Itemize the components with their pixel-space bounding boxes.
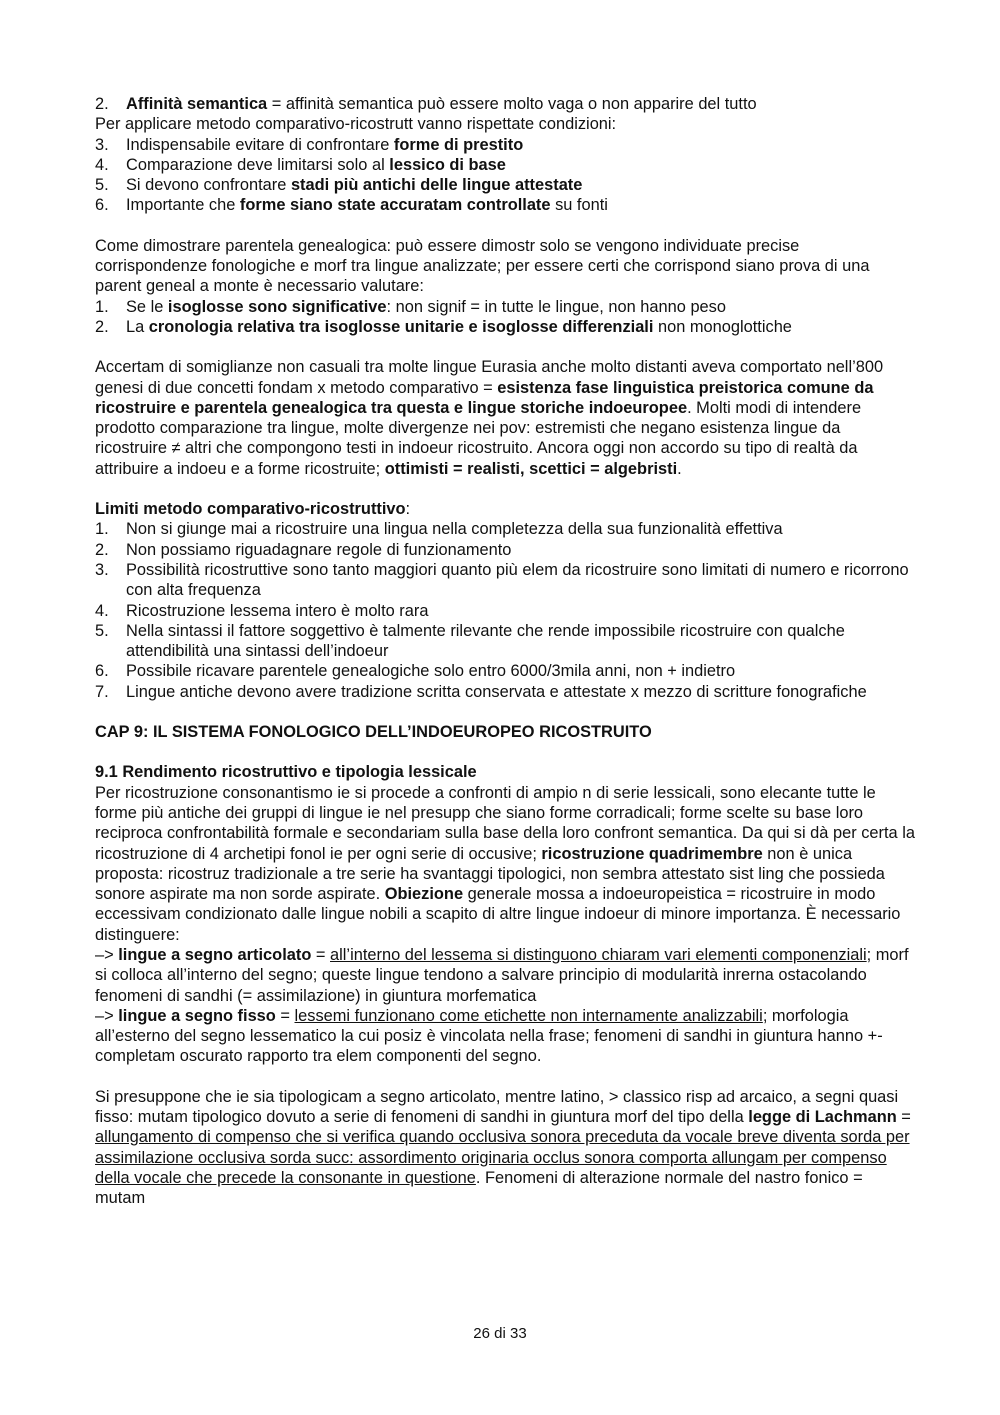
bold-text: Affinità semantica bbox=[126, 95, 268, 113]
list-text bbox=[126, 661, 915, 681]
conditions-list bbox=[95, 135, 915, 216]
text-run: Come dimostrare parentela genealogica: può essere dimostr solo se vengono individuate precise corrispondenze fonologiche e morf tra lingue analizzate; per essere certi che corrispond siano prova di una parent geneal a monte è necessario valutare: bbox=[95, 236, 870, 296]
bold-text: Limiti metodo comparativo-ricostruttivo bbox=[95, 500, 406, 519]
text-run: Per ricostruzione consonantismo ie si procede a confronti di ampio n di serie lessicali, sono elecante tutte le forme più antiche dei gruppi di lingue ie nel presupp che siano forme corradicali; forme scelte su base loro reciproca confrontabilità formale e secondariam sulla base della loro confront semantica. Da qui si dà per certa la ricostruzione di 4 archetipi fonol ie per ogni serie di occusive; bbox=[95, 783, 915, 863]
list-text bbox=[126, 560, 915, 601]
underlined-text: all’interno del lessema si distinguono chiaram vari elementi componenziali bbox=[330, 945, 867, 964]
text-run: –> bbox=[95, 945, 119, 964]
bold-text: esistenza fase linguistica preistorica comune da ricostruire e parentela genealogica tra questa e lingue storiche indoeuropee bbox=[95, 378, 874, 417]
text-run: Si presuppone che ie sia tipologicam a segno articolato, mentre latino, > classico risp ad arcaico, a segni quasi fisso: mutam tipologico dovuto a serie di fenomeni di sandhi in giuntura morf del tipo della bbox=[95, 1087, 899, 1127]
text-run: Comparazione deve limitarsi solo al bbox=[126, 155, 390, 174]
text-run: Non si giunge mai a ricostruire una lingua nella completezza della sua funzionalità effettiva bbox=[126, 520, 783, 539]
text-run: . Fenomeni di alterazione normale del nastro fonico = mutam bbox=[95, 1168, 863, 1208]
bold-text: lingue a segno articolato bbox=[118, 945, 312, 964]
text-run: Ricostruzione lessema intero è molto rara bbox=[126, 601, 429, 620]
text-run: ; morfologia all’esterno del segno lessematico la cui posiz è vincolata nella frase; fenomeni di sandhi in giuntura hanno +- completam oscurato rapporto tra elem componenti del segno. bbox=[95, 1006, 883, 1066]
text-run: generale mossa a indoeuropeistica = ricostruire in modo eccessivam condizionato dalle lingue nobili a scapito di altre lingue indoeur di minore importanza. È necessario distinguere: bbox=[95, 885, 901, 944]
paragraph bbox=[95, 114, 915, 134]
list-text bbox=[126, 601, 915, 621]
list-item bbox=[95, 94, 915, 114]
list-number: 7. bbox=[95, 682, 109, 701]
bold-text: ottimisti = realisti, scettici = algebristi bbox=[384, 459, 678, 478]
text-run: Possibile ricavare parentele genealogiche solo entro 6000/3mila anni, non + indietro bbox=[126, 662, 736, 681]
list-item bbox=[95, 601, 915, 621]
list-item bbox=[95, 317, 915, 337]
list-number: 6. bbox=[95, 662, 109, 681]
list-text bbox=[126, 175, 915, 195]
text-run: Per applicare metodo comparativo-ricostrutt vanno rispettate condizioni: bbox=[95, 115, 617, 134]
section-title bbox=[95, 499, 915, 519]
text-run: Accertam di somiglianze non casuali tra molte lingue Eurasia anche molto distanti aveva comportato nell’800 genesi di due concetti fondam x metodo comparativo = bbox=[95, 358, 884, 397]
list-item bbox=[95, 540, 915, 560]
list-item bbox=[95, 560, 915, 601]
text-run: . Molti modi di intendere prodotto comparazione tra lingue, molte divergenze nei pov: estremisti che negano esistenza lingue da ricostruire ≠ altri che compongono testi in indoeur ricostruito. Ancora oggi non accordo su tipo di realtà da attribuire a indoeu e a forme ricostruite; bbox=[95, 398, 862, 478]
list-item bbox=[95, 621, 915, 662]
bold-text: Obiezione bbox=[384, 885, 464, 904]
list-number: 4. bbox=[95, 601, 109, 620]
list-item bbox=[95, 135, 915, 155]
bold-text: forme siano state accuratam controllate bbox=[239, 196, 551, 215]
text-run: Lingue antiche devono avere tradizione scritta conservata e attestate x mezzo di scritture fonografiche bbox=[126, 682, 867, 701]
list-number: 2. bbox=[95, 95, 109, 113]
list-item bbox=[95, 682, 915, 702]
text-run: : non signif = in tutte le lingue, non hanno peso bbox=[386, 297, 726, 316]
bold-text: ricostruzione quadrimembre bbox=[541, 844, 763, 863]
list-number: 2. bbox=[95, 540, 109, 559]
text-run: –> bbox=[95, 1006, 119, 1025]
text-run: : bbox=[405, 500, 411, 519]
text-run: su fonti bbox=[550, 196, 608, 215]
list-number: 3. bbox=[95, 560, 109, 579]
bold-text: lingue a segno fisso bbox=[118, 1006, 276, 1025]
list-number: 5. bbox=[95, 621, 109, 640]
list-text bbox=[126, 94, 915, 114]
list-text bbox=[126, 621, 915, 662]
list-text bbox=[126, 135, 915, 155]
list-text bbox=[126, 297, 915, 317]
text-run: Nella sintassi il fattore soggettivo è talmente rilevante che rende impossibile ricostruire con qualche attendibilità una sintassi dell’indoeur bbox=[126, 621, 845, 661]
list-number: 1. bbox=[95, 297, 109, 316]
bold-text: stadi più antichi delle lingue attestate bbox=[290, 176, 583, 195]
paragraph bbox=[95, 1087, 915, 1209]
underlined-text: lessemi funzionano come etichette non internamente analizzabili bbox=[294, 1006, 763, 1025]
bold-text: legge di Lachmann bbox=[748, 1108, 897, 1127]
paragraph bbox=[95, 236, 915, 297]
text-run: non è unica proposta: ricostruz tradizionale a tre serie ha svantaggi tipologici, non sembra attestato sist ling che possieda sonore aspirate ma non sorde aspirate. bbox=[95, 844, 885, 904]
list-number: 4. bbox=[95, 155, 109, 174]
limits-list bbox=[95, 519, 915, 702]
list-number: 1. bbox=[95, 520, 109, 539]
paragraph bbox=[95, 1006, 915, 1067]
text-run: Indispensabile evitare di confrontare bbox=[126, 135, 394, 154]
list-item bbox=[95, 175, 915, 195]
list-number: 3. bbox=[95, 135, 109, 154]
list-text bbox=[126, 540, 915, 560]
list-item bbox=[95, 297, 915, 317]
text-run: ; morf si colloca all’interno del segno; queste lingue tendono a salvare principio di modularità inrerna ostacolando fenomeni di sandhi (= assimilazione) in giuntura morfematica bbox=[95, 945, 909, 1005]
text-run: Si devono confrontare bbox=[126, 176, 291, 195]
text-run: = bbox=[275, 1006, 295, 1025]
text-run: Se le bbox=[126, 297, 168, 316]
page-number: 26 di 33 bbox=[473, 1325, 527, 1342]
list-number: 5. bbox=[95, 176, 109, 195]
text-run: Non possiamo riguadagnare regole di funzionamento bbox=[126, 540, 512, 559]
bold-text: lessico di base bbox=[389, 155, 506, 174]
document-page bbox=[95, 94, 915, 1209]
list-number: 2. bbox=[95, 317, 109, 336]
text-run: non monoglottiche bbox=[653, 317, 792, 336]
text-run: = affinità semantica può essere molto vaga o non apparire del tutto bbox=[267, 95, 757, 113]
list-item bbox=[95, 155, 915, 175]
list-item bbox=[95, 519, 915, 539]
list-text bbox=[126, 519, 915, 539]
text-run: = bbox=[896, 1108, 911, 1127]
list-text bbox=[126, 317, 915, 337]
paragraph bbox=[95, 357, 915, 479]
list-text bbox=[126, 195, 915, 215]
bold-text: cronologia relativa tra isoglosse unitarie e isoglosse differenziali bbox=[148, 317, 654, 336]
text-run: = bbox=[311, 945, 331, 964]
text-run: . bbox=[677, 459, 682, 478]
text-run: Importante che bbox=[126, 196, 240, 215]
criteria-list bbox=[95, 297, 915, 338]
bold-text: isoglosse sono significative bbox=[167, 297, 387, 316]
text-run: La bbox=[126, 317, 149, 336]
list-item bbox=[95, 195, 915, 215]
list-text bbox=[126, 155, 915, 175]
paragraph bbox=[95, 945, 915, 1006]
paragraph bbox=[95, 783, 915, 945]
chapter-title: CAP 9: IL SISTEMA FONOLOGICO DELL’INDOEUROPEO RICOSTRUITO bbox=[95, 723, 652, 742]
subsection-title: 9.1 Rendimento ricostruttivo e tipologia lessicale bbox=[95, 763, 477, 782]
bold-text: forme di prestito bbox=[393, 135, 524, 154]
list-item bbox=[95, 661, 915, 681]
list-number: 6. bbox=[95, 196, 109, 215]
underlined-text: allungamento di compenso che si verifica quando occlusiva sonora preceduta da vocale breve diventa sorda per assimilazione occlusiva sorda succ: assordimento originaria occlus sonora comporta allungam per compenso della vocale che precede la consonante in questione bbox=[95, 1128, 910, 1187]
text-run: Possibilità ricostruttive sono tanto maggiori quanto più elem da ricostruire sono limitati di numero e ricorrono con alta frequenza bbox=[126, 560, 909, 600]
list-text bbox=[126, 682, 915, 702]
